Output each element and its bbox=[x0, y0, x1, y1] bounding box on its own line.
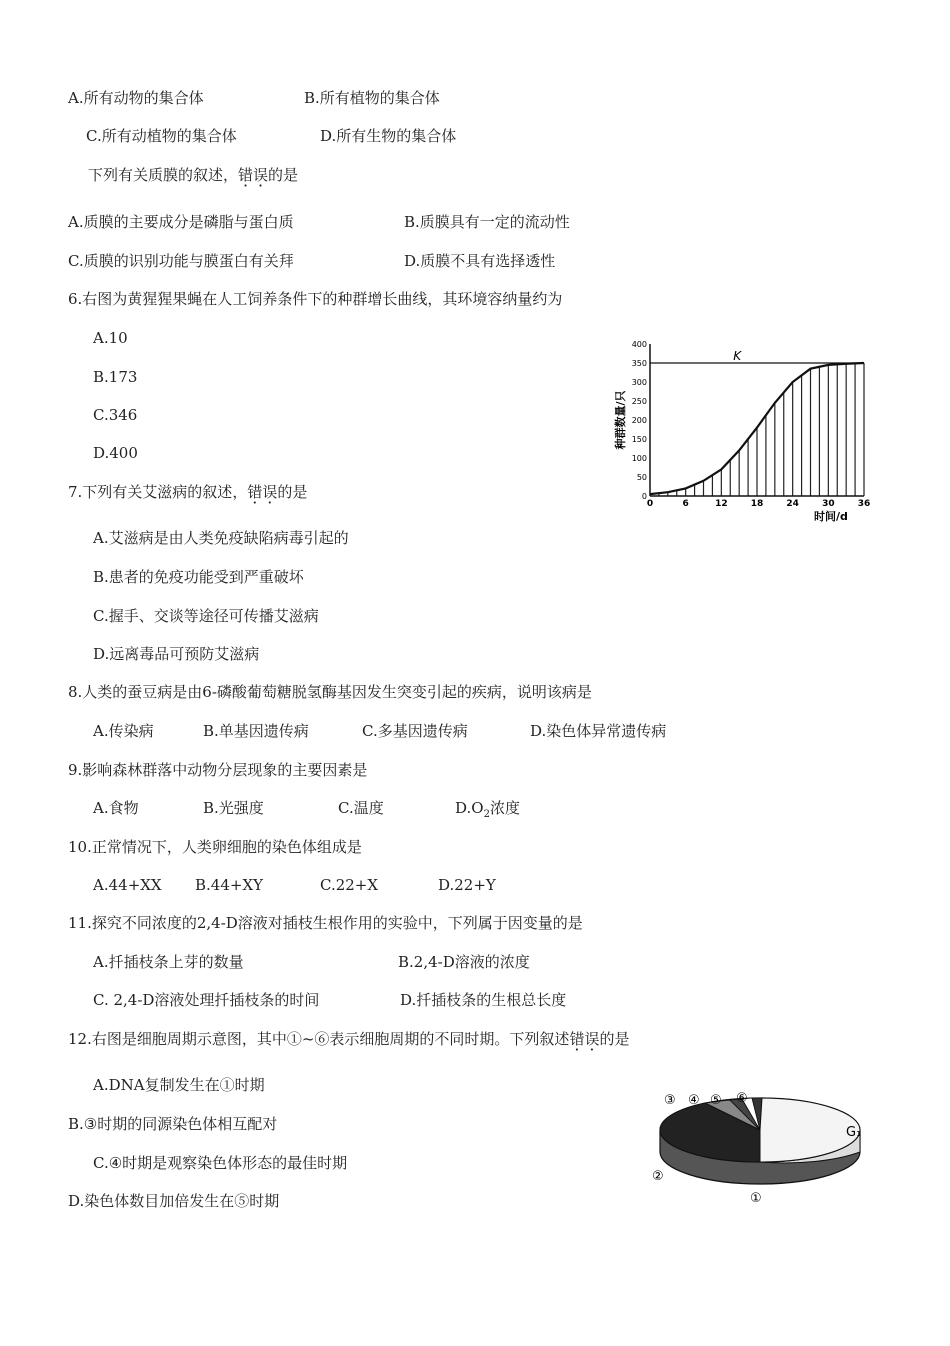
q7-stem: 7.下列有关艾滋病的叙述，错误的是 bbox=[68, 483, 308, 501]
q6-option-a: A.10 bbox=[93, 329, 128, 347]
y-tick-label: 50 bbox=[636, 473, 647, 482]
x-tick-label: 24 bbox=[786, 499, 799, 509]
y-tick-label: 100 bbox=[631, 454, 647, 463]
y-tick-label: 350 bbox=[631, 359, 647, 368]
label-2: ② bbox=[652, 1169, 664, 1184]
q8-option-c: C.多基因遗传病 bbox=[362, 722, 468, 740]
x-tick-label: 0 bbox=[646, 499, 654, 509]
label-1: ① bbox=[750, 1191, 762, 1206]
q6-option-d: D.400 bbox=[93, 444, 138, 462]
q5-option-b: B.质膜具有一定的流动性 bbox=[404, 213, 570, 231]
q8-option-a: A.传染病 bbox=[93, 722, 154, 740]
k-label: K bbox=[733, 349, 742, 363]
q12-option-b: B.③时期的同源染色体相互配对 bbox=[68, 1115, 278, 1133]
y-tick-label: 150 bbox=[631, 435, 647, 444]
q5-stem: 下列有关质膜的叙述，错误的是 bbox=[88, 166, 299, 184]
q4-option-c: C.所有动植物的集合体 bbox=[86, 127, 237, 145]
y-axis-label: 种群数量/只 bbox=[614, 390, 627, 450]
y-tick-label: 0 bbox=[641, 492, 647, 501]
q11-option-c: C. 2,4-D溶液处理扦插枝条的时间 bbox=[93, 991, 320, 1009]
q10-stem: 10.正常情况下，人类卵细胞的染色体组成是 bbox=[68, 838, 362, 856]
q10-option-d: D.22+Y bbox=[438, 876, 496, 894]
q8-option-d: D.染色体异常遗传病 bbox=[530, 722, 667, 740]
q11-option-a: A.扦插枝条上芽的数量 bbox=[93, 953, 244, 971]
cell-cycle-diagram bbox=[650, 1090, 870, 1215]
label-5: ⑤ bbox=[710, 1093, 722, 1108]
q10-option-c: C.22+X bbox=[320, 876, 379, 894]
population-growth-chart bbox=[610, 334, 880, 526]
q9-option-b: B.光强度 bbox=[203, 799, 264, 817]
q9-option-d: $D.O_2$浓度 bbox=[455, 799, 520, 820]
label-4: ④ bbox=[688, 1093, 700, 1108]
q9-option-a: A.食物 bbox=[93, 799, 139, 817]
q6-stem: 6.右图为黄猩猩果蝇在人工饲养条件下的种群增长曲线，其环境容纳量约为 bbox=[68, 290, 563, 308]
q7-option-c: C.握手、交谈等途径可传播艾滋病 bbox=[93, 607, 319, 625]
label-6: ⑥ bbox=[736, 1091, 748, 1106]
q7-option-a: A.艾滋病是由人类免疫缺陷病毒引起的 bbox=[93, 529, 349, 547]
y-tick-label: 250 bbox=[631, 397, 647, 406]
y-tick-labels bbox=[632, 340, 647, 501]
q11-option-d: D.扦插枝条的生根总长度 bbox=[400, 991, 567, 1009]
x-axis-label: 时间/d bbox=[814, 510, 848, 523]
q5-option-c: C.质膜的识别功能与膜蛋白有关拜 bbox=[68, 252, 294, 270]
q8-option-b: B.单基因遗传病 bbox=[203, 722, 309, 740]
q5-option-d: D.质膜不具有选择透性 bbox=[404, 252, 556, 270]
q10-option-b: B.44+XY bbox=[195, 876, 264, 894]
q10-option-a: A.44+XX bbox=[93, 876, 162, 894]
q8-stem: 8.人类的蚕豆病是由6-磷酸葡萄糖脱氢酶基因发生突变引起的疾病，说明该病是 bbox=[68, 683, 592, 701]
q12-stem: 12.右图是细胞周期示意图，其中①~⑥表示细胞周期的不同时期。下列叙述错误的是 bbox=[68, 1030, 630, 1048]
q12-option-c: C.④时期是观察染色体形态的最佳时期 bbox=[93, 1154, 348, 1172]
q7-option-d: D.远离毒品可预防艾滋病 bbox=[93, 645, 260, 663]
label-g1: G₁ bbox=[846, 1125, 862, 1140]
x-tick-label: 12 bbox=[715, 499, 728, 509]
x-tick-label: 18 bbox=[750, 499, 764, 509]
y-tick-label: 200 bbox=[631, 416, 647, 425]
q5-option-a: A.质膜的主要成分是磷脂与蛋白质 bbox=[68, 213, 294, 231]
y-tick-label: 300 bbox=[631, 378, 647, 387]
x-tick-label: 30 bbox=[822, 499, 835, 509]
q4-option-a: A.所有动物的集合体 bbox=[68, 89, 204, 107]
label-3: ③ bbox=[664, 1093, 676, 1108]
chart-bars bbox=[659, 363, 864, 496]
y-tick-label: 400 bbox=[631, 340, 647, 349]
q6-option-b: B.173 bbox=[93, 368, 138, 386]
q11-option-b: B.2,4-D溶液的浓度 bbox=[398, 953, 530, 971]
q7-option-b: B.患者的免疫功能受到严重破坏 bbox=[93, 568, 304, 586]
q6-option-c: C.346 bbox=[93, 406, 138, 424]
x-tick-label: 6 bbox=[682, 499, 689, 509]
q12-option-a: A.DNA复制发生在①时期 bbox=[93, 1076, 265, 1094]
q4-option-d: D.所有生物的集合体 bbox=[320, 127, 457, 145]
q11-stem: 11.探究不同浓度的2,4-D溶液对插枝生根作用的实验中，下列属于因变量的是 bbox=[68, 914, 583, 932]
q4-option-b: B.所有植物的集合体 bbox=[304, 89, 440, 107]
q9-option-c: C.温度 bbox=[338, 799, 384, 817]
q12-option-d: D.染色体数目加倍发生在⑤时期 bbox=[68, 1192, 280, 1210]
q9-stem: 9.影响森林群落中动物分层现象的主要因素是 bbox=[68, 761, 368, 779]
x-tick-label: 36 bbox=[857, 499, 871, 509]
x-tick-labels bbox=[647, 499, 870, 509]
